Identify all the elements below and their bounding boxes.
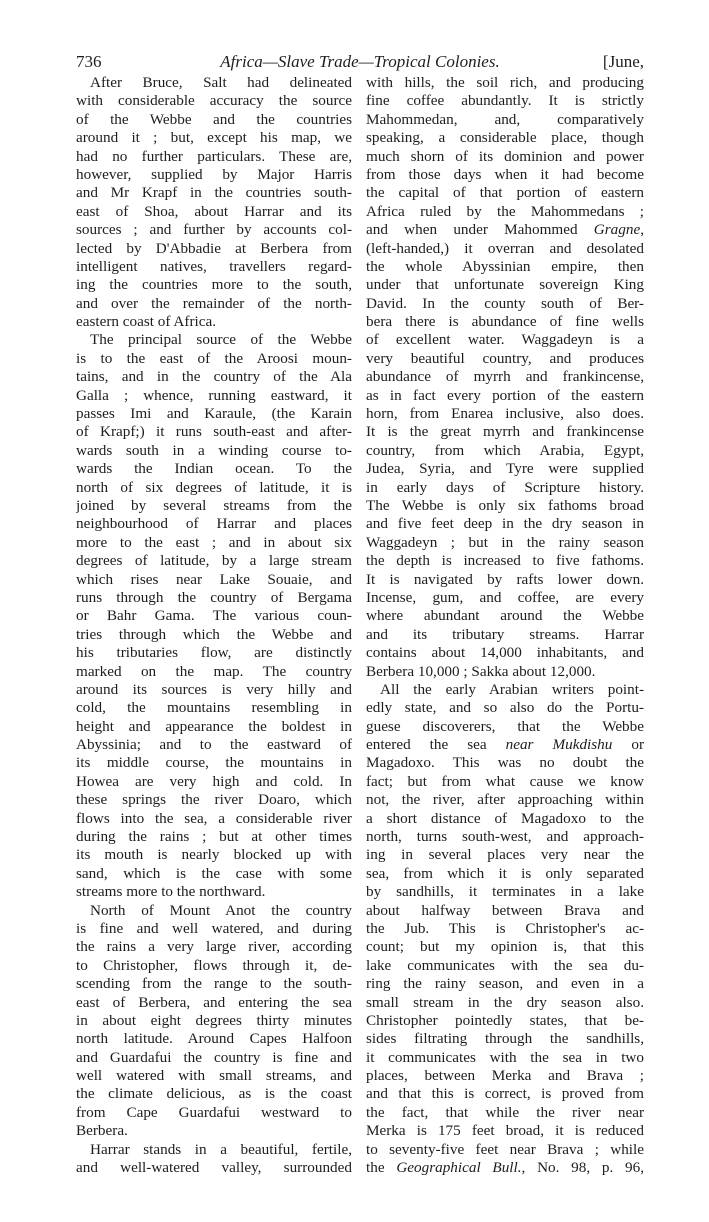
text-line: contains about 14,000 inhabitants, and [366,644,644,662]
text-line: It is navigated by rafts lower down. [366,570,644,588]
text-line: Merka is 175 feet broad, it is reduced [366,1122,644,1140]
text-line: tains, and in the country of the Ala [76,368,352,386]
text-line: or Bahr Gama. The various coun- [76,607,352,625]
text-line: streams more to the northward. [76,883,266,901]
text-line: wards the Indian ocean. To the [76,460,352,478]
text-line: and that this is correct, is proved from [366,1085,644,1103]
text-line: guese discoverers, that the Webbe [366,717,644,735]
text-line: cold, the mountains resembling in [76,699,352,717]
text-line: east of Berbera, and entering the sea [76,993,352,1011]
text-line: height and appearance the boldest in [76,717,352,735]
text-line: and over the remainder of the north- [76,294,352,312]
text-line: entered the sea near Mukdishu or [366,736,644,754]
text-line: and five feet deep in the dry season in [366,515,644,533]
text-line: ring the rainy season, and even in a [366,975,644,993]
text-line: flows into the sea, a considerable river [76,809,352,827]
page-number: 736 [76,52,102,71]
text-line: not, the river, after approaching within [366,791,644,809]
text-line: east of Shoa, about Harrar and its [76,202,352,220]
text-line: of excellent water. Waggadeyn is a [366,331,644,349]
text-line: in early days of Scripture history. [366,478,644,496]
text-line: these springs the river Doaro, which [76,791,352,809]
text-line: in about eight degrees thirty minutes [76,1011,352,1029]
running-header [76,50,644,74]
text-line: of Krapf;) it runs south-east and after- [76,423,352,441]
text-line: from those days when it had become [366,165,644,183]
issue-date: [June, [602,52,644,71]
text-line: from Cape Guardafui westward to [76,1103,352,1121]
text-line: scending from the range to the south- [76,975,352,993]
text-line: it communicates with the sea in two [366,1048,644,1066]
text-line: and well-watered valley, surrounded [76,1159,352,1177]
text-line: north of six degrees of latitude, it is [76,478,352,496]
text-line: to seventy-five feet near Brava ; while [366,1140,644,1158]
text-line: sea, from which it is only separated [366,864,644,882]
text-line: north latitude. Around Capes Halfoon [76,1030,352,1048]
text-line: Mahommedan, and, comparatively [366,110,644,128]
text-line: edly state, and so also do the Portu- [366,699,644,717]
italic-text: near Mukdishu [505,736,613,754]
text-line: around it ; but, except his map, we [76,129,352,147]
text-line: its mouth is nearly blocked up with [76,846,352,864]
text-line: neighbourhood of Harrar and places [76,515,352,533]
text-line: marked on the map. The country [76,662,352,680]
text-line: It is the great myrrh and frankincense [366,423,644,441]
text-line: runs through the country of Bergama [76,588,352,606]
text-line: and Guardafui the country is fine and [76,1048,352,1066]
text-line: fine coffee abundantly. It is strictly [366,92,644,110]
text-line: North of Mount Anot the country [90,901,352,919]
text-line: country, from which Arabia, Egypt, [366,441,644,459]
text-line: the whole Abyssinian empire, then [366,257,644,275]
text-line: Galla ; whence, running eastward, it [76,386,352,404]
text-line: sources ; and further by accounts col- [76,221,352,239]
text-line: Waggadeyn ; but in the rainy season [366,533,644,551]
text-line: Berbera 10,000 ; Sakka about 12,000. [366,662,596,680]
text-line: about halfway between Brava and [366,901,644,919]
text-line: tries through which the Webbe and [76,625,352,643]
text-line: the rains a very large river, according [76,938,352,956]
text-line: The Webbe is only six fathoms broad [366,496,644,514]
right-text-column [366,74,644,1177]
text-line: intelligent natives, travellers regard- [76,257,352,275]
text-line: Berbera. [76,1122,128,1140]
text-line: where abundant around the Webbe [366,607,644,625]
text-line: wards south in a winding course to- [76,441,352,459]
text-line: north, turns south-west, and approach- [366,828,644,846]
text-line: as in fact every portion of the eastern [366,386,644,404]
text-line: abundance of myrrh and frankincense, [366,368,644,386]
text-line: during the rains ; but at other times [76,828,352,846]
text-line: is to the east of the Aroosi moun- [76,349,352,367]
left-text-column [76,74,352,1177]
text-line: David. In the county south of Ber- [366,294,644,312]
text-line: more to the east ; and in about six [76,533,352,551]
text-line: with hills, the soil rich, and producing [366,74,644,91]
text-line: Harrar stands in a beautiful, fertile, [90,1140,352,1158]
text-line: lected by D'Abbadie at Berbera from [76,239,352,257]
text-line: lake communicates with the sea du- [366,956,644,974]
text-line: After Bruce, Salt had delineated [90,74,352,91]
text-line: (left-handed,) it overran and desolated [366,239,644,257]
text-line: of the Webbe and the countries [76,110,352,128]
text-line: All the early Arabian writers point- [380,680,644,698]
text-line: degrees of latitude, by a large stream [76,552,352,570]
text-line: with considerable accuracy the source [76,92,352,110]
text-line: bera there is abundance of fine wells [366,313,644,331]
text-line: count; but my opinion is, that this [366,938,644,956]
text-line: speaking, a considerable place, though [366,129,644,147]
text-line: a short distance of Magadoxo to the [366,809,644,827]
text-line: Incense, gum, and coffee, are every [366,588,644,606]
text-line: and its tributary streams. Harrar [366,625,644,643]
text-line: the Jub. This is Christopher's ac- [366,919,644,937]
text-line: The principal source of the Webbe [90,331,352,349]
text-line: joined by several streams from the [76,496,352,514]
text-line: Magadoxo. This was no doubt the [366,754,644,772]
text-line: the Geographical Bull., No. 98, p. 96, [366,1159,644,1177]
running-title: Africa—Slave Trade—Tropical Colonies. [220,52,500,71]
text-line: Christopher pointedly states, that be- [366,1011,644,1029]
text-line: Abyssinia; and to the eastward of [76,736,352,754]
text-line: which rises near Lake Souaie, and [76,570,352,588]
text-line: eastern coast of Africa. [76,313,216,331]
text-line: Howea are very high and cold. In [76,772,352,790]
text-line: small stream in the dry season also. [366,993,644,1011]
italic-text: Gragne [593,221,641,239]
text-line: horn, from Enarea inclusive, also does. [366,405,644,423]
text-line: to Christopher, flows through it, de- [76,956,352,974]
text-line: passes Imi and Karaule, (the Karain [76,405,352,423]
text-line: sides filtrating through the sandhills, [366,1030,644,1048]
text-line: Africa ruled by the Mahommedans ; [366,202,644,220]
text-line: ing in several places very near the [366,846,644,864]
text-line: is fine and well watered, and during [76,919,352,937]
text-line: and when under Mahommed Gragne, [366,221,644,239]
text-line: the capital of that portion of eastern [366,184,644,202]
text-line: fact; but from what cause we know [366,772,644,790]
text-line: by sandhills, it terminates in a lake [366,883,644,901]
text-line: his tributaries flow, are distinctly [76,644,352,662]
text-line: much shorn of its dominion and power [366,147,644,165]
text-line: under that unfortunate sovereign King [366,276,644,294]
text-line: Judea, Syria, and Tyre were supplied [366,460,644,478]
text-line: ing the countries more to the south, [76,276,352,294]
text-line: around its sources is very hilly and [76,680,352,698]
text-line: very beautiful country, and produces [366,349,644,367]
italic-text: Geographical Bull. [396,1159,522,1177]
text-line: the climate delicious, as is the coast [76,1085,352,1103]
text-line: the depth is increased to five fathoms. [366,552,644,570]
text-line: however, supplied by Major Harris [76,165,352,183]
text-line: had no further particulars. These are, [76,147,352,165]
text-line: sand, which is the case with some [76,864,352,882]
text-line: well watered with small streams, and [76,1067,352,1085]
text-line: its middle course, the mountains in [76,754,352,772]
text-line: the fact, that while the river near [366,1103,644,1121]
text-line: places, between Merka and Brava ; [366,1067,644,1085]
text-line: and Mr Krapf in the countries south- [76,184,352,202]
